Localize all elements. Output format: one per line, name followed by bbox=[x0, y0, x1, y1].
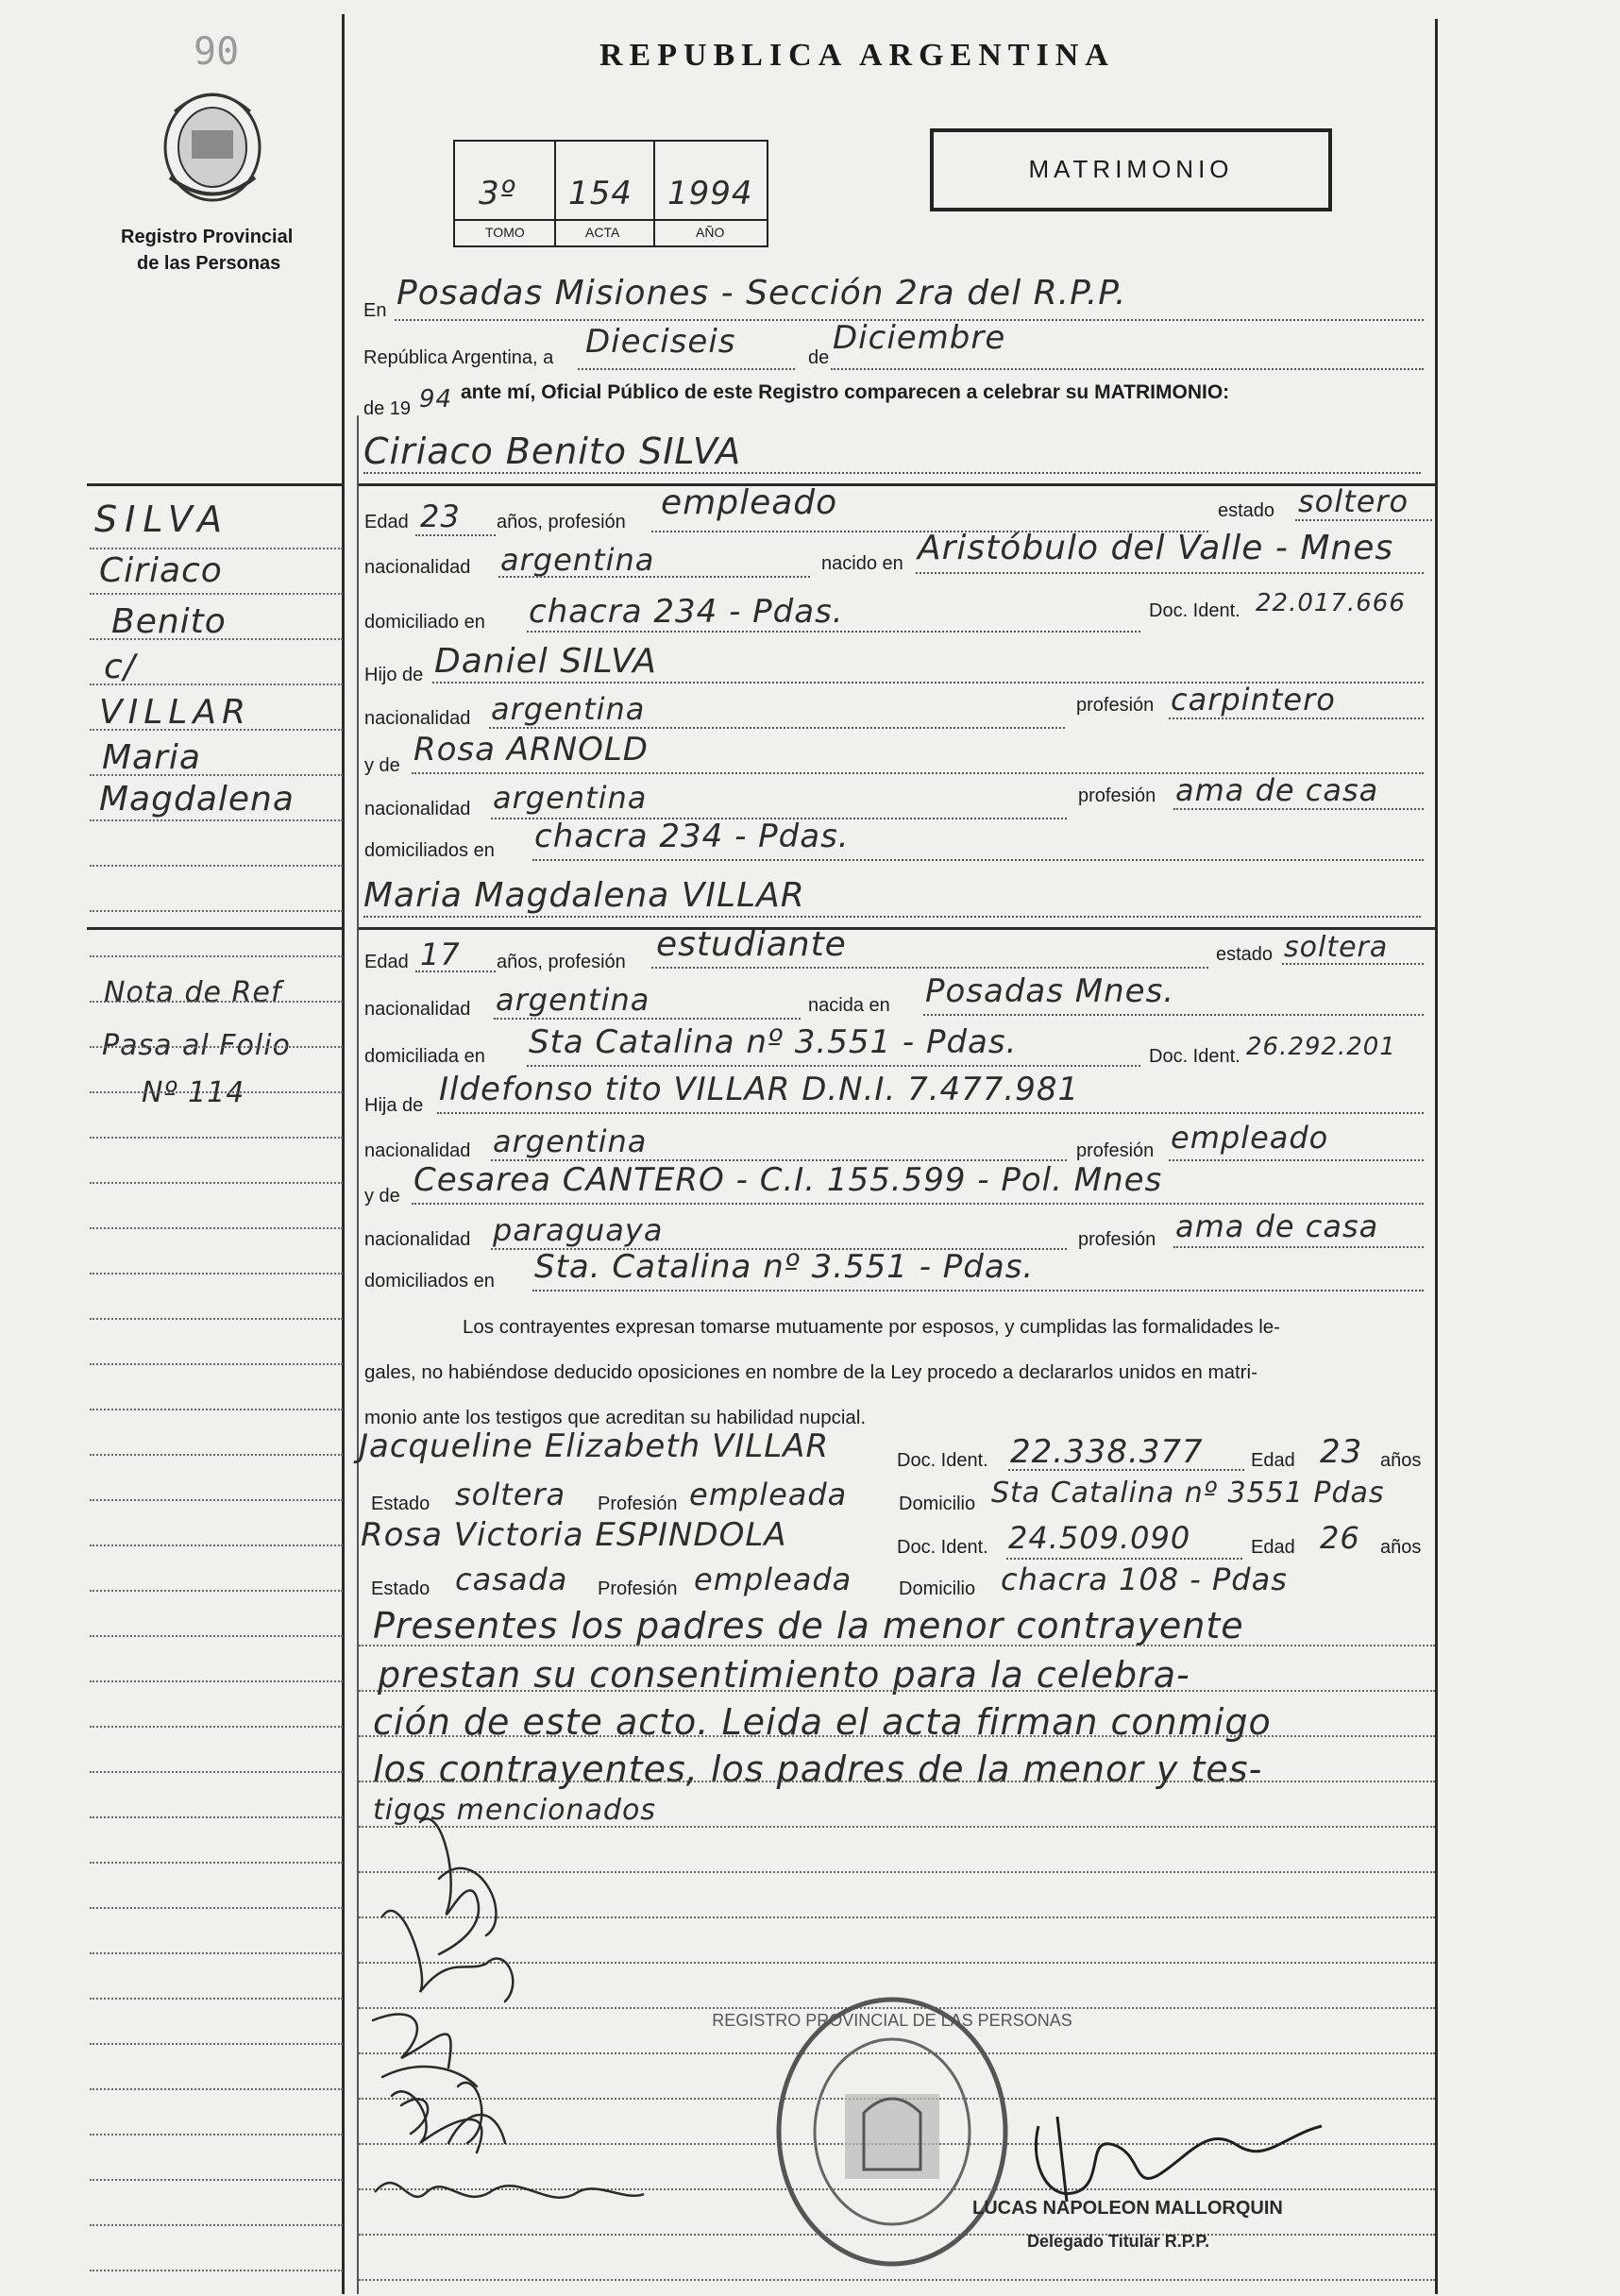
right-margin-rule bbox=[1435, 19, 1438, 2294]
bride-parents-dom: Sta. Catalina nº 3.551 - Pdas. bbox=[534, 1248, 1035, 1286]
witness-2-estado: casada bbox=[455, 1562, 568, 1597]
bride-nacido: Posadas Mnes. bbox=[925, 972, 1175, 1010]
groom-parents-dom-label: domiciliados en bbox=[364, 840, 495, 861]
margin-note-line-2: Pasa al Folio bbox=[102, 1029, 291, 1062]
note-line-5: tigos mencionados bbox=[373, 1794, 656, 1827]
signature-rule-line bbox=[359, 1645, 1435, 1646]
groom-dom-label: domiciliado en bbox=[364, 612, 485, 633]
year-prefix: de 19 bbox=[363, 398, 412, 419]
margin-rule-line bbox=[90, 1454, 343, 1456]
note-line-1: Presentes los padres de la menor contrayente bbox=[373, 1605, 1244, 1646]
signatures-scribbles bbox=[363, 1784, 684, 2219]
witness-1-doc: 22.338.377 bbox=[1010, 1433, 1204, 1471]
bride-edad: 17 bbox=[420, 937, 461, 972]
margin-rule-line bbox=[90, 1318, 343, 1320]
tomo-value: 3º bbox=[479, 175, 516, 212]
margin-rule-line bbox=[90, 1816, 343, 1818]
bride-nac-label: nacionalidad bbox=[364, 999, 471, 1020]
groom-mother-label: y de bbox=[364, 755, 400, 776]
margin-rule-line bbox=[90, 1590, 343, 1592]
coat-of-arms-emblem bbox=[156, 83, 269, 206]
bride-profesion-label: años, profesión bbox=[497, 952, 626, 972]
groom-father-prof: carpintero bbox=[1171, 682, 1336, 718]
witness-2-edad: 26 bbox=[1320, 1520, 1360, 1556]
content-left-rule bbox=[357, 415, 359, 2294]
year-suffix: 94 bbox=[419, 385, 453, 414]
margin-rule-line bbox=[90, 1998, 343, 2000]
official-signature bbox=[1020, 2107, 1331, 2211]
groom-mother-nac: argentina bbox=[493, 780, 648, 816]
formula-line-2: gales, no habiéndose deducido oposiciones en nombre de la Ley procedo a declararlos unidos en matri- bbox=[364, 1361, 1257, 1383]
bride-doc: 26.292.201 bbox=[1246, 1033, 1396, 1061]
en-label: En bbox=[363, 300, 387, 321]
witness-2-anos-label: años bbox=[1380, 1537, 1422, 1558]
margin-rule-line bbox=[90, 819, 343, 821]
margin-name-benito: Benito bbox=[111, 602, 227, 641]
groom-parents-dom: chacra 234 - Pdas. bbox=[534, 818, 850, 855]
witness-1-profesion: empleada bbox=[689, 1477, 848, 1512]
margin-rule-line bbox=[90, 2179, 343, 2181]
margin-rule-line bbox=[90, 684, 343, 685]
note-line-3: ción de este acto. Leida el acta firman conmigo bbox=[373, 1701, 1272, 1743]
bride-mother-prof-label: profesión bbox=[1078, 1229, 1156, 1250]
republica-label: República Argentina, a bbox=[363, 347, 554, 368]
bride-mother-label: y de bbox=[364, 1186, 400, 1207]
bride-mother-nac: paraguaya bbox=[493, 1212, 664, 1248]
margin-rule-line bbox=[90, 2270, 343, 2271]
groom-father-nac-label: nacionalidad bbox=[364, 708, 471, 729]
margin-rule-line bbox=[90, 1771, 343, 1773]
bride-domicilio: Sta Catalina nº 3.551 - Pdas. bbox=[529, 1023, 1018, 1061]
margin-rule-line bbox=[90, 548, 343, 549]
margin-note-line-3: Nº 114 bbox=[142, 1076, 245, 1109]
margin-rule-line bbox=[90, 1363, 343, 1365]
bride-father-prof: empleado bbox=[1171, 1120, 1329, 1156]
margin-rule-line bbox=[90, 729, 343, 731]
margin-rule-line bbox=[90, 1726, 343, 1728]
margin-rule-line bbox=[90, 1001, 343, 1003]
margin-rule-line bbox=[90, 1091, 343, 1093]
groom-doc-label: Doc. Ident. bbox=[1149, 600, 1240, 621]
groom-mother-prof: ama de casa bbox=[1175, 772, 1379, 808]
margin-conjunction: c/ bbox=[104, 648, 136, 686]
groom-profesion: empleado bbox=[661, 483, 838, 522]
groom-mother: Rosa ARNOLD bbox=[413, 731, 649, 768]
formula-line-3: monio ante los testigos que acreditan su habilidad nupcial. bbox=[364, 1407, 867, 1428]
groom-father-prof-label: profesión bbox=[1076, 695, 1155, 716]
witness-1-edad-label: Edad bbox=[1251, 1450, 1295, 1471]
bride-nacido-label: nacida en bbox=[808, 995, 890, 1016]
margin-surname-bride: VILLAR bbox=[99, 693, 251, 732]
place-value: Posadas Misiones - Sección 2ra del R.P.P. bbox=[397, 274, 1127, 312]
groom-estado-label: estado bbox=[1218, 500, 1275, 521]
groom-mother-nac-label: nacionalidad bbox=[364, 799, 471, 819]
doc-type-label: MATRIMONIO bbox=[1028, 155, 1234, 183]
margin-surname-groom: SILVA bbox=[94, 498, 230, 540]
margin-rule-line bbox=[90, 1182, 343, 1184]
margin-note-line-1: Nota de Ref bbox=[104, 976, 282, 1009]
witness-1-anos-label: años bbox=[1380, 1450, 1422, 1471]
margin-name-maria: Maria bbox=[102, 738, 201, 777]
groom-edad-label: Edad bbox=[364, 512, 409, 532]
official-stamp bbox=[712, 1990, 1072, 2273]
acta-label: ACTA bbox=[585, 225, 620, 240]
margin-rule-line bbox=[90, 638, 343, 640]
witness-1-profesion-label: Profesión bbox=[598, 1494, 678, 1514]
margin-rule-line bbox=[90, 1862, 343, 1864]
bride-father-prof-label: profesión bbox=[1076, 1140, 1155, 1161]
intro-text: ante mí, Oficial Público de este Registro comparecen a celebrar su MATRIMONIO: bbox=[461, 381, 1230, 403]
margin-rule-line bbox=[90, 1273, 343, 1275]
bride-profesion: estudiante bbox=[656, 925, 847, 964]
groom-mother-prof-label: profesión bbox=[1078, 785, 1156, 806]
groom-father: Daniel SILVA bbox=[434, 642, 657, 681]
margin-rule-line bbox=[90, 1952, 343, 1954]
signature-rule-line bbox=[359, 1690, 1435, 1692]
groom-profesion-label: años, profesión bbox=[497, 512, 626, 532]
groom-father-nac: argentina bbox=[491, 691, 646, 727]
bride-dom-label: domiciliada en bbox=[364, 1046, 485, 1067]
country-title: REPUBLICA ARGENTINA bbox=[599, 38, 1115, 73]
witness-2-domicilio-label: Domicilio bbox=[899, 1578, 976, 1599]
bride-mother-nac-label: nacionalidad bbox=[364, 1229, 471, 1250]
groom-nac-label: nacionalidad bbox=[364, 557, 471, 578]
margin-rule-line bbox=[90, 1137, 343, 1139]
signature-rule-line bbox=[359, 1781, 1435, 1782]
groom-edad: 23 bbox=[420, 498, 461, 534]
margin-rule-line bbox=[90, 955, 343, 957]
witness-1-name: Jacqueline Elizabeth VILLAR bbox=[359, 1427, 830, 1465]
formula-line-1: Los contrayentes expresan tomarse mutuamente por esposos, y cumplidas las formalidades le- bbox=[463, 1316, 1280, 1338]
witness-1-domicilio: Sta Catalina nº 3551 Pdas bbox=[991, 1477, 1385, 1510]
official-name: LUCAS NAPOLEON MALLORQUIN bbox=[972, 2198, 1283, 2219]
bride-mother: Cesarea CANTERO - C.I. 155.599 - Pol. Mnes bbox=[413, 1161, 1163, 1199]
margin-rule-line bbox=[90, 1680, 343, 1682]
bride-father-label: Hija de bbox=[364, 1095, 424, 1116]
doc-type-box bbox=[930, 128, 1332, 211]
note-line-2: prestan su consentimiento para la celebra- bbox=[378, 1654, 1190, 1696]
registry-label-line1: Registro Provincial bbox=[121, 227, 294, 247]
margin-rule-line bbox=[90, 2043, 343, 2045]
groom-doc: 22.017.666 bbox=[1256, 589, 1406, 617]
groom-estado: soltero bbox=[1298, 483, 1409, 519]
bride-doc-label: Doc. Ident. bbox=[1149, 1046, 1240, 1067]
margin-rule-line bbox=[90, 774, 343, 776]
note-line-4: los contrayentes, los padres de la menor y tes- bbox=[373, 1748, 1263, 1790]
signature-rule-line bbox=[359, 2279, 1435, 2281]
witness-1-doc-label: Doc. Ident. bbox=[897, 1450, 988, 1471]
margin-rule-line bbox=[90, 1227, 343, 1229]
registry-label-line2: de las Personas bbox=[137, 253, 281, 274]
ano-value: 1994 bbox=[667, 175, 753, 212]
margin-rule-line bbox=[90, 1499, 343, 1501]
witness-2-doc: 24.509.090 bbox=[1008, 1520, 1191, 1556]
groom-father-label: Hijo de bbox=[364, 665, 424, 685]
page-number: 90 bbox=[194, 30, 240, 74]
margin-rule-line bbox=[90, 1907, 343, 1909]
day-value: Dieciseis bbox=[585, 323, 736, 361]
witness-2-name: Rosa Victoria ESPINDOLA bbox=[361, 1516, 787, 1554]
margin-rule-line bbox=[90, 1046, 343, 1048]
bride-mother-prof: ama de casa bbox=[1175, 1208, 1379, 1244]
witness-1-edad: 23 bbox=[1320, 1433, 1363, 1471]
witness-2-profesion: empleada bbox=[694, 1562, 852, 1597]
bride-father-nac: argentina bbox=[493, 1123, 648, 1159]
witness-1-estado: soltera bbox=[455, 1477, 566, 1512]
margin-name-magdalena: Magdalena bbox=[99, 780, 295, 819]
bride-parents-dom-label: domiciliados en bbox=[364, 1271, 495, 1292]
groom-domicilio: chacra 234 - Pdas. bbox=[529, 593, 844, 631]
margin-name-ciriaco: Ciriaco bbox=[99, 551, 223, 590]
bride-nacionalidad: argentina bbox=[496, 982, 650, 1018]
margin-rule-line bbox=[90, 2224, 343, 2226]
bride-father-nac-label: nacionalidad bbox=[364, 1140, 471, 1161]
groom-nacido: Aristóbulo del Valle - Mnes bbox=[918, 529, 1394, 567]
margin-rule-line bbox=[90, 910, 343, 912]
witness-2-doc-label: Doc. Ident. bbox=[897, 1537, 988, 1558]
bride-name: Maria Magdalena VILLAR bbox=[363, 876, 805, 915]
witness-2-edad-label: Edad bbox=[1251, 1537, 1295, 1558]
margin-rule-line bbox=[90, 1635, 343, 1637]
margin-rule-line bbox=[90, 865, 343, 867]
margin-rule-line bbox=[90, 593, 343, 595]
bride-estado: soltera bbox=[1284, 931, 1389, 964]
stamp-text: REGISTRO PROVINCIAL DE LAS PERSONAS bbox=[712, 2011, 1072, 2030]
margin-rule-line bbox=[90, 1545, 343, 1546]
de-label: de bbox=[808, 347, 830, 368]
official-title: Delegado Titular R.P.P. bbox=[1027, 2232, 1210, 2251]
witness-2-profesion-label: Profesión bbox=[598, 1578, 678, 1599]
ano-label: AÑO bbox=[696, 225, 725, 240]
margin-rule-line bbox=[90, 2134, 343, 2136]
acta-value: 154 bbox=[568, 175, 633, 212]
month-value: Diciembre bbox=[833, 319, 1006, 357]
witness-2-estado-label: Estado bbox=[371, 1578, 430, 1599]
bride-estado-label: estado bbox=[1216, 944, 1274, 965]
margin-rule-line bbox=[90, 2088, 343, 2090]
witness-1-estado-label: Estado bbox=[371, 1494, 430, 1514]
witness-2-domicilio: chacra 108 - Pdas bbox=[1001, 1562, 1288, 1597]
signature-witness-rosa bbox=[370, 2164, 653, 2220]
groom-nacido-label: nacido en bbox=[821, 553, 903, 574]
signature-rule-line bbox=[359, 1735, 1435, 1737]
groom-nacionalidad: argentina bbox=[500, 542, 655, 578]
bride-father: Ildefonso tito VILLAR D.N.I. 7.477.981 bbox=[439, 1071, 1080, 1108]
tomo-label: TOMO bbox=[485, 225, 525, 240]
groom-name: Ciriaco Benito SILVA bbox=[363, 430, 742, 472]
bride-edad-label: Edad bbox=[364, 952, 409, 972]
act-number-box bbox=[453, 140, 768, 247]
margin-rule-line bbox=[90, 1409, 343, 1410]
witness-1-domicilio-label: Domicilio bbox=[899, 1494, 976, 1514]
